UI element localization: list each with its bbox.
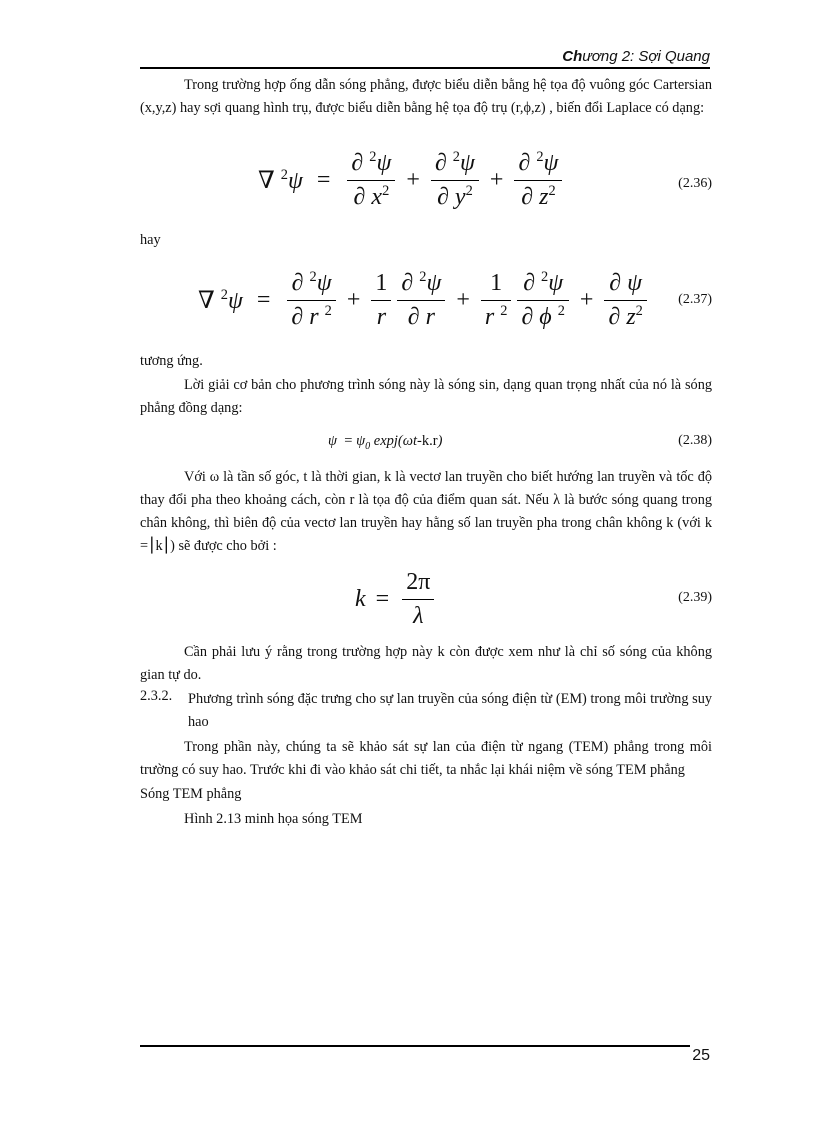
text-song-tem-phang: Sóng TEM phẳng xyxy=(140,786,242,802)
eq237-term-phi: $\frac{\partial ^2\psi}{\partial \phi ^2}$ xyxy=(517,270,568,331)
paragraph-tem-intro: Trong phần này, chúng ta sẽ khảo sát sự lan của điện từ ngang (TEM) phẳng trong môi trường có suy hao. Trước khi đi vào khảo sát chi tiết, ta nhắc lại khái niệm về sóng TEM phẳng xyxy=(140,739,712,778)
paragraph-intro: Trong trường hợp ống dẫn sóng phẳng, được biểu diễn bằng hệ tọa độ vuông góc Cartersian (x,y,z) hay sợi quang hình trụ, được biểu diễn bằng hệ tọa độ trụ (r,ϕ,z) , biến đổi Laplace có dạng: xyxy=(140,77,712,116)
chapter-header-bold: Ch xyxy=(562,48,583,65)
eq237-lhs: ∇ $^2$ψ xyxy=(198,287,243,314)
eq236-plus-1: + xyxy=(406,167,420,193)
eq237-term-r2: $\frac{\partial ^2\psi}{\partial r ^2}$ xyxy=(287,270,335,331)
equation-2-39: k = $\frac{2\pi}{\lambda}$ xyxy=(355,569,437,630)
eq236-term-x: $\frac{\partial ^2\psi}{\partial x^2}$ xyxy=(347,150,395,211)
eq237-equals: = xyxy=(256,287,271,313)
eq237-plus-3: + xyxy=(579,287,594,313)
text-hay: hay xyxy=(140,232,161,248)
header-rule xyxy=(140,67,710,69)
equation-number-2-36: (2.36) xyxy=(678,176,712,191)
equation-number-2-37: (2.37) xyxy=(678,292,712,307)
page-number: 25 xyxy=(692,1047,710,1064)
text-figure-reference: Hình 2.13 minh họa sóng TEM xyxy=(184,811,363,827)
equation-number-2-38: (2.38) xyxy=(678,433,712,448)
eq236-lhs: ∇ $^2$ψ xyxy=(258,167,303,194)
eq236-equals: = xyxy=(316,167,331,193)
eq237-coef-1-r: $\frac{1}{r}$ xyxy=(371,270,391,331)
eq237-plus-2: + xyxy=(456,287,470,313)
section-title: Phương trình sóng đặc trưng cho sự lan truyền của sóng điện từ (EM) trong môi trường suy hao xyxy=(188,691,712,730)
chapter-header xyxy=(562,48,710,65)
eq236-plus-2: + xyxy=(489,167,504,193)
chapter-header-rest: ương 2: Sợi Quang xyxy=(582,48,710,65)
footer-rule xyxy=(140,1045,690,1047)
equation-2-37 xyxy=(198,270,650,331)
eq237-plus-1: + xyxy=(346,287,361,313)
text-tuong-ung: tương ứng. xyxy=(140,353,203,369)
paragraph-propagation-vector: Với ω là tần số góc, t là thời gian, k là vectơ lan truyền cho biết hướng lan truyền và tốc độ thay đổi pha theo khoảng cách, còn r là tọa độ của điểm quan sát. Nếu λ là bước sóng quang trong chân không, thì biên độ của vectơ lan truyền hay hằng số lan truyền pha trong chân không k (với k =⎮k⎮) sẽ được cho bởi : xyxy=(140,469,712,554)
paragraph-sin-wave: Lời giải cơ bản cho phương trình sóng này là sóng sin, dạng quan trọng nhất của nó là sóng phẳng đồng dạng: xyxy=(140,377,712,416)
section-number: 2.3.2. xyxy=(140,688,173,704)
eq237-term-z: $\frac{\partial \psi}{\partial z^2}$ xyxy=(604,270,646,331)
paragraph-free-space-wave-number: Cần phải lưu ý rằng trong trường hợp này k còn được xem như là chỉ số sóng của không gian tự do. xyxy=(140,644,712,683)
eq236-term-z: $\frac{\partial ^2\psi}{\partial z^2}$ xyxy=(514,150,562,211)
equation-2-38: $\psi = \psi_0$ expj(ωt-k.r) xyxy=(328,433,443,452)
eq237-term-r: $\frac{\partial ^2\psi}{\partial r}$ xyxy=(397,270,445,331)
equation-2-36 xyxy=(258,150,565,211)
equation-number-2-39: (2.39) xyxy=(678,590,712,605)
eq236-term-y: $\frac{\partial ^2\psi}{\partial y^2}$ xyxy=(431,150,479,211)
eq237-coef-1-r2: $\frac{1}{r ^2}$ xyxy=(481,270,512,331)
